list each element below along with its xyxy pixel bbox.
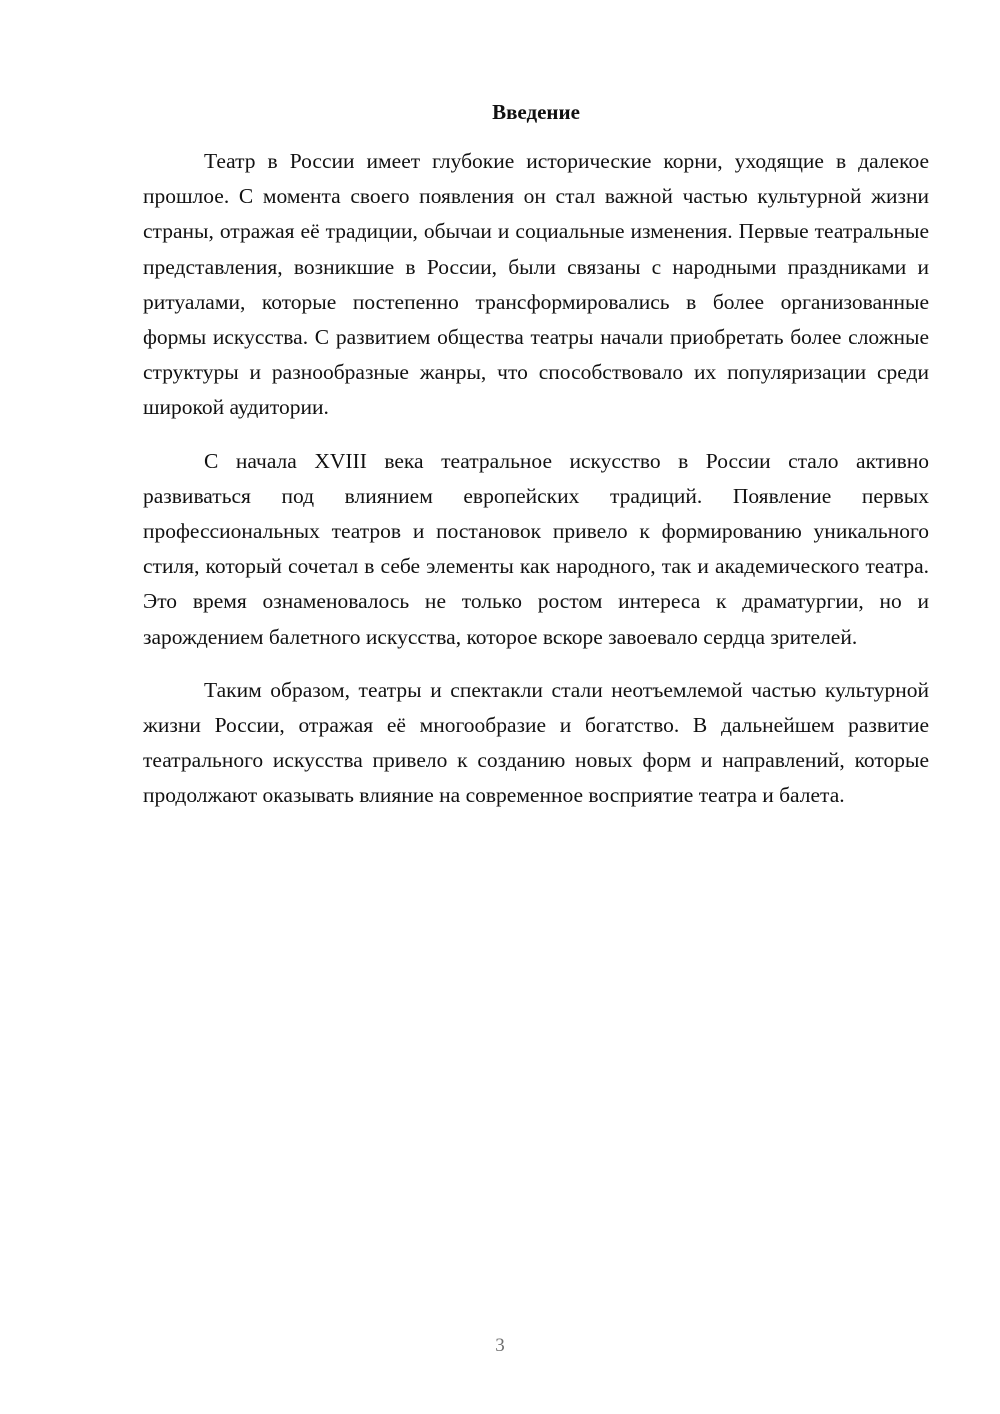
paragraph-2: С начала XVIII века театральное искусство в России стало активно развиваться под влиянием европейских традиций. Появление первых профессиональных театров и постановок привело к формированию уникального стиля, который сочетал в себе элементы как народного, так и академического театра. Это время ознаменовалось не только ростом интереса к драматургии, но и зарождением балетного искусства, которое вскоре завоевало сердца зрителей.: [143, 448, 929, 649]
paragraph-3: Таким образом, театры и спектакли стали неотъемлемой частью культурной жизни России, отражая её многообразие и богатство. В дальнейшем развитие театрального искусства привело к созданию новых форм и направлений, которые продолжают оказывать влияние на современное восприятие театра и балета.: [143, 677, 929, 808]
paragraph-1: Театр в России имеет глубокие исторические корни, уходящие в далекое прошлое. С момента своего появления он стал важной частью культурной жизни страны, отражая её традиции, обычаи и социальные изменения. Первые театральные представления, возникшие в России, были связаны с народными праздниками и ритуалами, которые постепенно трансформировались в более организованные формы искусства. С развитием общества театры начали приобретать более сложные структуры и разнообразные жанры, что способствовало их популяризации среди широкой аудитории.: [143, 149, 929, 420]
page-content: [143, 98, 929, 832]
section-title: Введение: [492, 100, 580, 124]
page-number: 3: [495, 1335, 505, 1356]
